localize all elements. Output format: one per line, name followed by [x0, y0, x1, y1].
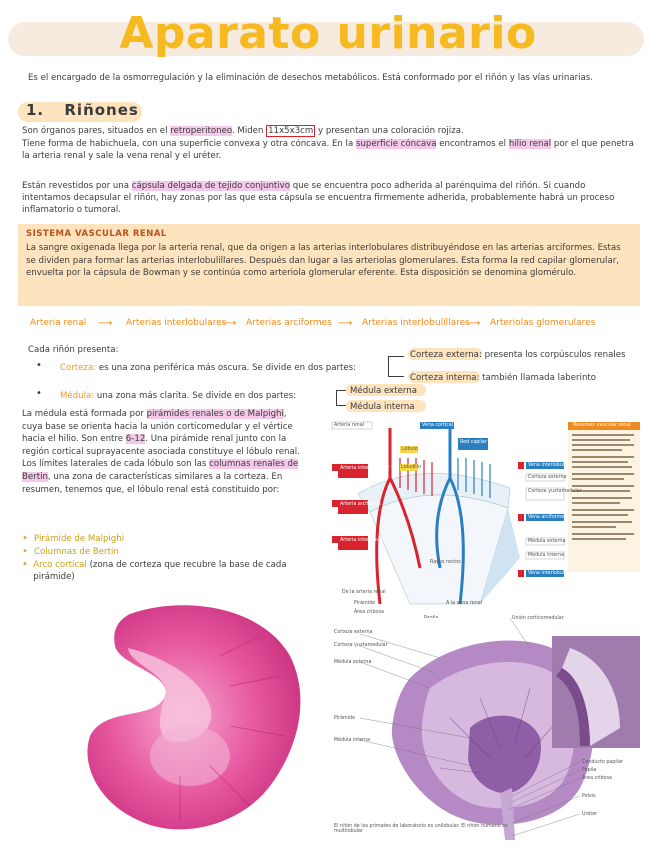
term-piramides: pirámides renales o de Malpighi	[146, 409, 284, 419]
text-span: Son órganos pares, situados en el	[22, 126, 168, 136]
section-number: 1.	[26, 101, 45, 119]
bracket-line	[336, 390, 337, 406]
histo-label: Pirámide	[334, 716, 356, 721]
flow-step-3: Arterias arciformes	[246, 318, 332, 328]
diagram-label: De la arteria renal	[342, 590, 386, 595]
diagram-label: Vena arciforme	[528, 515, 565, 520]
bullet-icon: •	[36, 360, 42, 371]
flow-arrow-icon: ⟶	[466, 318, 481, 329]
text-span: . Una pirámide renal junto con la región cortical suprayacente asociada constituye el lóbulo renal.	[22, 434, 300, 457]
medula-text: una zona más clarita. Se divide en dos partes:	[96, 391, 297, 401]
corteza-externa-desc: : presenta los corpúsculos renales	[478, 350, 626, 360]
histo-label: Médula interna	[334, 738, 371, 743]
medula-externa-label: Médula externa	[350, 386, 417, 396]
flow-step-5: Arteriolas glomerulares	[490, 318, 596, 328]
section-heading	[26, 101, 139, 119]
text-span: y presentan una coloración rojiza.	[318, 126, 464, 136]
kidney-paragraph-1	[22, 125, 632, 137]
diagram-label: Lobulillo	[401, 465, 421, 470]
renal-vascular-diagram	[330, 418, 642, 614]
diagram-label: Vena cortical	[422, 423, 454, 428]
histo-label: Pelvis	[582, 794, 596, 799]
text-span: Están revestidos por una	[22, 181, 130, 191]
kidney-section-image	[60, 596, 316, 840]
bracket-line	[388, 376, 404, 377]
diagram-label: Pirámide	[354, 601, 376, 606]
list-item	[22, 546, 312, 559]
corteza-externa-label: Corteza externa	[410, 350, 479, 360]
corteza-text: es una zona periférica más oscura. Se divide en dos partes:	[98, 363, 357, 373]
term-hilio-renal: hilio renal	[508, 139, 552, 149]
list-item-label: Columnas de Bertin	[34, 547, 119, 557]
list-item	[22, 559, 312, 583]
corteza-interna-label: Corteza interna	[410, 373, 477, 383]
histo-label: Corteza yuxtamedular	[334, 643, 388, 648]
diagram-label: Arteria interlobular	[340, 538, 386, 543]
corteza-label: Corteza:	[60, 363, 97, 373]
bullet-icon: •	[22, 546, 28, 557]
diagram-label: Médula interna	[528, 553, 565, 558]
list-item	[22, 533, 312, 546]
page-title: Aparato urinario	[119, 8, 537, 59]
medula-paragraph	[22, 408, 306, 496]
histo-label: Médula externa	[334, 660, 372, 665]
bracket-line	[336, 405, 346, 406]
term-columnas-bertin: columnas renales de Bertin	[22, 459, 299, 482]
text-span: que se encuentra poco adherida al parénquima del riñón. Si cuando intentamos decapsular el riñón, hay zonas por las que esta cápsula se encuentra firmemente adherida, probablemente habrá un proceso inflamatorio o tumoral.	[22, 181, 615, 215]
histo-label: Corteza externa	[334, 630, 373, 635]
bullet-icon: •	[22, 533, 28, 544]
text-span: Tiene forma de habichuela, con una superficie convexa y otra cóncava. En la	[22, 139, 354, 149]
diagram-label: Corteza externa	[528, 475, 567, 480]
list-item-desc: (zona de corteza que recubre la base de cada pirámide)	[33, 560, 287, 582]
corteza-item	[60, 362, 356, 374]
diagram-label: Lóbulo	[402, 447, 418, 452]
corteza-interna-desc: : también llamada laberinto	[476, 373, 597, 383]
term-number: 6-12	[125, 434, 146, 445]
kidney-histology-image	[330, 618, 642, 840]
flow-step-4: Arterias interlobulillares	[362, 318, 470, 328]
kidney-paragraph-2	[22, 138, 634, 162]
text-span: , cuya base se orienta hacia la unión corticomedular y el vértice hacia el hilio. Son entre	[22, 409, 293, 445]
term-superficie-concava: superficie cóncava	[355, 139, 437, 149]
histo-caption: El riñón de los primates de laboratorio es unilobular. El riñón humano es multilobular	[334, 824, 508, 834]
bullet-icon: •	[36, 388, 42, 399]
bullet-icon: •	[22, 559, 28, 570]
text-span: Los límites laterales de cada lóbulo son las	[22, 459, 207, 470]
list-item-label: Pirámide de Malpighi	[34, 534, 125, 544]
diagram-label: Vena interlobulillar	[528, 463, 574, 468]
diagram-label: Corteza yuxtamedular	[528, 489, 582, 494]
flow-step-1: Arteria renal	[30, 318, 87, 328]
bracket-line	[336, 390, 346, 391]
vascular-system-text: La sangre oxigenada llega por la arteria renal, que da origen a las arterias interlobulares distribuyéndose en las arterias arciformes. Estas se dividen para formar las arterias interlobulillares. Después dan lugar a las arteriolas glomerulares. Esta forma la red capilar glomerular, envuelta por la cápsula de Bowman y se continúa como arteriola glomerular eferente. Esta disposición se denomina glomérulo.	[26, 243, 621, 278]
diagram-label: Arteria arciforme	[340, 502, 381, 507]
lobulo-list	[22, 533, 312, 583]
diagram-label: Arteria interlobulillar	[340, 466, 390, 471]
corteza-externa-item	[410, 349, 626, 361]
parts-intro: Cada riñón presenta:	[28, 345, 119, 355]
medula-interna-label: Médula interna	[350, 402, 415, 412]
bracket-line	[388, 356, 404, 357]
text-span: , una zona de características similares a la corteza.	[47, 471, 269, 482]
flow-arrow-icon: ⟶	[98, 318, 113, 329]
flow-arrow-icon: ⟶	[338, 318, 353, 329]
text-span: encontramos el	[439, 139, 507, 149]
diagram-label: Red capilar peritubular	[460, 440, 515, 445]
kidney-paragraph-3	[22, 180, 634, 216]
diagram-label: Vena interlobular	[528, 571, 570, 576]
text-span: por el que penetra la arteria renal y sale la vena renal y el uréter.	[22, 139, 634, 161]
list-item-text	[33, 559, 312, 583]
term-size: 11x5x3cm	[268, 126, 314, 136]
flow-arrow-icon: ⟶	[222, 318, 237, 329]
diagram-label: A la vena renal	[446, 601, 483, 606]
diagram-label: Rayos rectos	[430, 560, 461, 565]
diagram-label: Arteria renal	[334, 423, 364, 428]
vascular-system-title: SISTEMA VASCULAR RENAL	[26, 229, 167, 239]
histo-label: Unión corticomedular	[512, 616, 564, 621]
flow-step-2: Arterias interlobulares	[126, 318, 227, 328]
term-capsula: cápsula delgada de tejido conjuntivo	[131, 181, 290, 191]
medula-item	[60, 390, 296, 402]
text-span: La médula está formada por	[22, 409, 144, 419]
diagram-label: Área cribosa	[354, 610, 384, 615]
corteza-interna-item	[410, 372, 596, 384]
medula-label: Médula:	[60, 391, 95, 401]
term-retroperitoneo: retroperitoneo	[170, 126, 232, 136]
list-item-label: Arco cortical	[33, 560, 87, 570]
text-span: En resumen, tenemos que, el lóbulo renal está constituido por:	[22, 471, 283, 495]
histo-label: Uréter	[582, 812, 598, 817]
histo-label: Conducto papilar	[582, 760, 623, 765]
histo-label: Papila	[582, 768, 597, 773]
diagram-label: Médula externa	[528, 539, 566, 544]
diagram-sidebar-title: Resumen vascular renal	[573, 423, 631, 428]
histo-label: Área cribosa	[582, 776, 612, 781]
bracket-line	[388, 356, 389, 377]
text-span: . Miden	[231, 126, 264, 136]
section-title: Riñones	[64, 101, 139, 119]
intro-paragraph: Es el encargado de la osmorregulación y la eliminación de desechos metabólicos. Está conformado por el riñón y las vías urinarias.	[28, 73, 594, 83]
